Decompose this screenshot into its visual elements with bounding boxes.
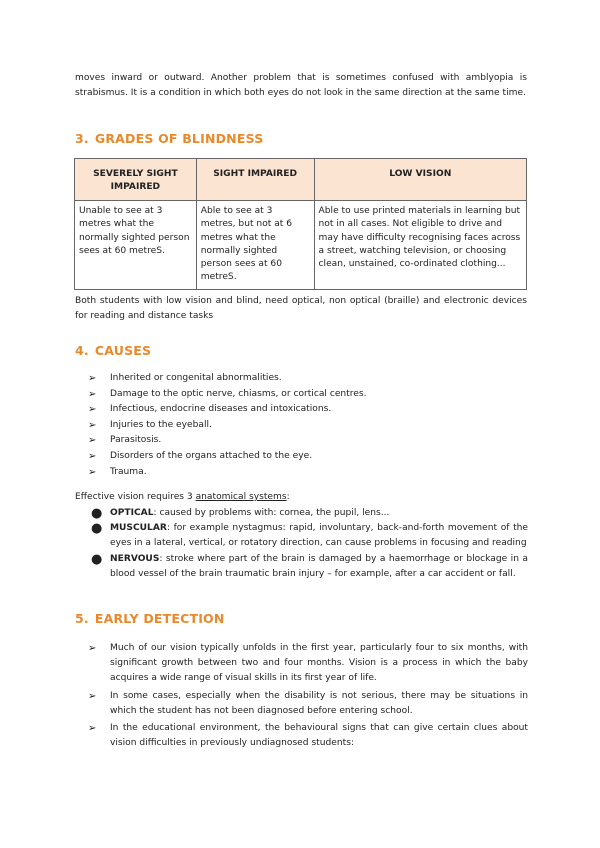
system-term-optical: OPTICAL [110,508,154,518]
list-item [88,689,528,719]
early-detection-list [88,641,528,753]
systems-intro-text: Effective vision requires 3 [75,492,196,502]
section-3-number: 3. [75,131,89,146]
causes-list [88,371,528,480]
dot-bullet-icon: ● [91,506,103,521]
arrow-bullet-icon: ➢ [88,404,97,416]
detection-text: In some cases, especially when the disability is not serious, there may be situations in which the student has not been diagnosed before entering school. [110,690,528,716]
arrow-bullet-icon: ➢ [88,450,97,462]
intro-paragraph: moves inward or outward. Another problem that is sometimes confused with amblyopia is strabismus. It is a condition in which both eyes do not look in the same direction at the same time. [75,73,527,99]
arrow-bullet-icon: ➢ [88,643,97,654]
header-severely-sight-impaired: SEVERELY SIGHT IMPAIRED [75,159,197,201]
list-item [88,418,528,434]
detection-text: Much of our vision typically unfolds in the first year, particularly four to six months, with significant growth between two and four months. Vision is a process in which the baby acquires a wide range of visual skills in its first year of life. [110,643,528,684]
cause-text: Trauma. [110,466,147,477]
cell-sight-impaired: Able to see at 3 metres, but not at 6 metres what the normally sighted person sees at 60 metreS. [196,201,314,290]
detection-text: In the educational environment, the behavioural signs that can give certain clues about vision difficulties in previously undiagnosed students: [110,723,528,749]
arrow-bullet-icon: ➢ [88,419,97,431]
cause-text: Disorders of the organs attached to the eye. [110,450,313,461]
arrow-bullet-icon: ➢ [88,373,97,384]
arrow-bullet-icon: ➢ [88,466,97,478]
list-item [88,721,528,751]
arrow-bullet-icon: ➢ [88,723,97,735]
list-item [88,433,528,449]
dot-bullet-icon: ● [91,521,103,537]
header-low-vision: LOW VISION [314,159,526,201]
system-description: : for example nystagmus: rapid, involuntary, back-and-forth movement of the eyes in a lateral, vertical, or rotatory direction, can cause problems in focusing and reading [110,523,528,549]
cause-text: Damage to the optic nerve, chiasms, or cortical centres. [110,388,367,399]
section-5-heading [75,611,225,626]
anatomical-systems-underlined: anatomical systems [195,492,287,502]
list-item [88,506,528,521]
section-4-title: CAUSES [94,343,152,358]
cause-text: Injuries to the eyeball. [110,419,212,430]
header-sight-impaired: SIGHT IMPAIRED [196,159,314,201]
section-5-number: 5. [75,611,89,626]
list-item [88,402,528,418]
devices-note: Both students with low vision and blind, need optical, non optical (braille) and electronic devices for reading and distance tasks [75,296,527,322]
table-header-row [75,159,527,201]
system-term-nervous: NERVOUS [110,553,160,564]
cell-severely-sight-impaired: Unable to see at 3 metres what the normally sighted person sees at 60 metreS. [75,201,197,290]
section-4-heading [75,343,151,358]
table-row [75,201,527,290]
list-item [88,449,528,465]
cause-text: Infectious, endocrine diseases and intoxications. [110,404,332,415]
system-description: : caused by problems with: cornea, the pupil, lens... [153,508,390,518]
section-3-heading [75,131,263,146]
list-item [88,465,528,481]
list-item [88,521,528,551]
system-term-muscular: MUSCULAR [110,523,167,534]
cause-text: Parasitosis. [110,435,162,446]
list-item [88,641,528,687]
dot-bullet-icon: ● [91,551,103,567]
cause-text: Inherited or congenital abnormalities. [110,373,282,383]
arrow-bullet-icon: ➢ [88,388,97,400]
cell-low-vision: Able to use printed materials in learning but not in all cases. Not eligible to drive and may have difficulty recognising faces across a street, watching television, or choosing clean, unstained, co-ordinated clothing... [314,201,526,290]
list-item [88,387,528,403]
arrow-bullet-icon: ➢ [88,690,97,702]
section-4-number: 4. [75,343,89,358]
list-item [88,552,528,582]
system-description: : stroke where part of the brain is damaged by a haemorrhage or blockage in a blood vessel of the brain traumatic brain injury – for example, after a car accident or fall. [110,553,528,579]
anatomical-systems-intro [75,490,527,505]
anatomical-systems-list [88,506,528,582]
grades-of-blindness-table [74,158,527,290]
list-item [88,371,528,387]
section-5-title: EARLY DETECTION [94,611,225,626]
section-3-title: GRADES OF BLINDNESS [94,131,264,146]
arrow-bullet-icon: ➢ [88,435,97,447]
systems-intro-colon: : [286,492,290,502]
